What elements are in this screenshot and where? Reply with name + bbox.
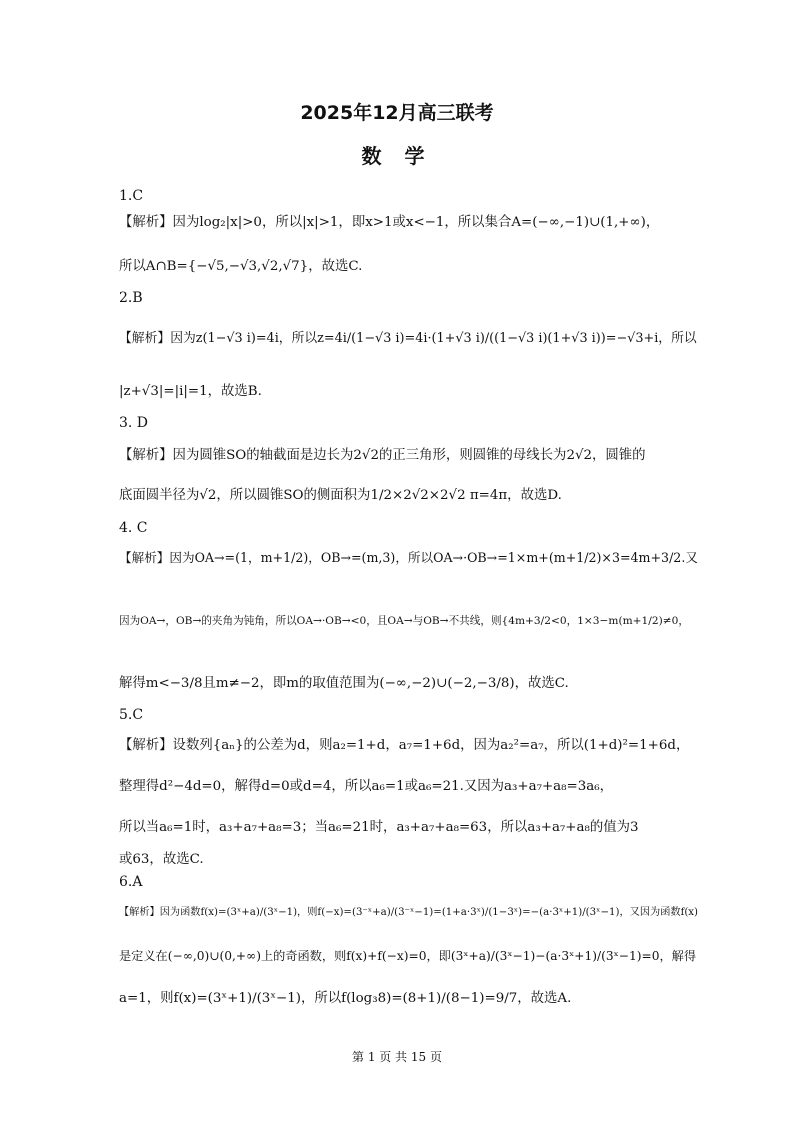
solution-line: 所以A∩B={−√5,−√3,√2,√7}，故选C. <box>119 259 363 274</box>
solution-line: 是定义在(−∞,0)∪(0,+∞)上的奇函数，则f(x)+f(−x)=0，即(3ˣ+a)/(3ˣ−1)−(a·3ˣ+1)/(3ˣ−1)=0，解得 <box>119 949 697 963</box>
solution-line: 【解析】设数列{aₙ}的公差为d，则a₂=1+d，a₇=1+6d，因为a₂²=a₇，所以(1+d)²=1+6d， <box>119 738 690 753</box>
question-number: 4. C <box>119 520 148 536</box>
solution-line: 整理得d²−4d=0，解得d=0或d=4，所以a₆=1或a₆=21.又因为a₃+a₇+a₈=3a₆， <box>119 779 614 794</box>
solution-line: 解得m<−3/8且m≠−2，即m的取值范围为(−∞,−2)∪(−2,−3/8)，故选C. <box>119 676 569 691</box>
solution-line: 或63，故选C. <box>119 852 204 867</box>
solution-line: 【解析】因为OA→=(1，m+1/2)，OB→=(m,3)，所以OA→·OB→=1×m+(m+1/2)×3=4m+3/2.又 <box>119 550 698 565</box>
solution-line: 【解析】因为圆锥SO的轴截面是边长为2√2的正三角形，则圆锥的母线长为2√2，圆锥的 <box>119 448 646 463</box>
solution-line: 所以当a₆=1时，a₃+a₇+a₈=3；当a₆=21时，a₃+a₇+a₈=63，所以a₃+a₇+a₈的值为3 <box>119 820 639 835</box>
solution-line: 【解析】因为z(1−√3 i)=4i，所以z=4i/(1−√3 i)=4i·(1+√3 i)/((1−√3 i)(1+√3 i))=−√3+i，所以 <box>119 331 697 346</box>
solution-line: 因为OA→，OB→的夹角为钝角，所以OA→·OB→<0，且OA→与OB→不共线，则{4m+3/2<0，1×3−m(m+1/2)≠0， <box>119 615 689 627</box>
subject-title: 数 学 <box>361 144 433 168</box>
question-number: 1.C <box>119 188 144 204</box>
solution-line: 【解析】因为log₂|x|>0，所以|x|>1，即x>1或x<−1，所以集合A=(−∞,−1)∪(1,+∞)， <box>119 215 660 230</box>
solution-line: 底面圆半径为√2，所以圆锥SO的侧面积为1/2×2√2×2√2 π=4π，故选D. <box>119 488 562 503</box>
document-title: 2025年12月高三联考 <box>300 102 494 124</box>
question-number: 2.B <box>119 290 143 306</box>
page-footer: 第 1 页 共 15 页 <box>352 1050 442 1064</box>
question-number: 3. D <box>119 415 149 431</box>
question-number: 5.C <box>119 707 144 723</box>
solution-line: |z+√3|=|i|=1，故选B. <box>119 384 262 399</box>
question-number: 6.A <box>119 874 143 890</box>
solution-line: 【解析】因为函数f(x)=(3ˣ+a)/(3ˣ−1)，则f(−x)=(3⁻ˣ+a)/(3⁻ˣ−1)=(1+a·3ˣ)/(1−3ˣ)=−(a·3ˣ+1)/(3ˣ−1)，又因为函数f(x) <box>119 907 699 918</box>
solution-line: a=1，则f(x)=(3ˣ+1)/(3ˣ−1)，所以f(log₃8)=(8+1)/(8−1)=9/7，故选A. <box>119 991 572 1006</box>
